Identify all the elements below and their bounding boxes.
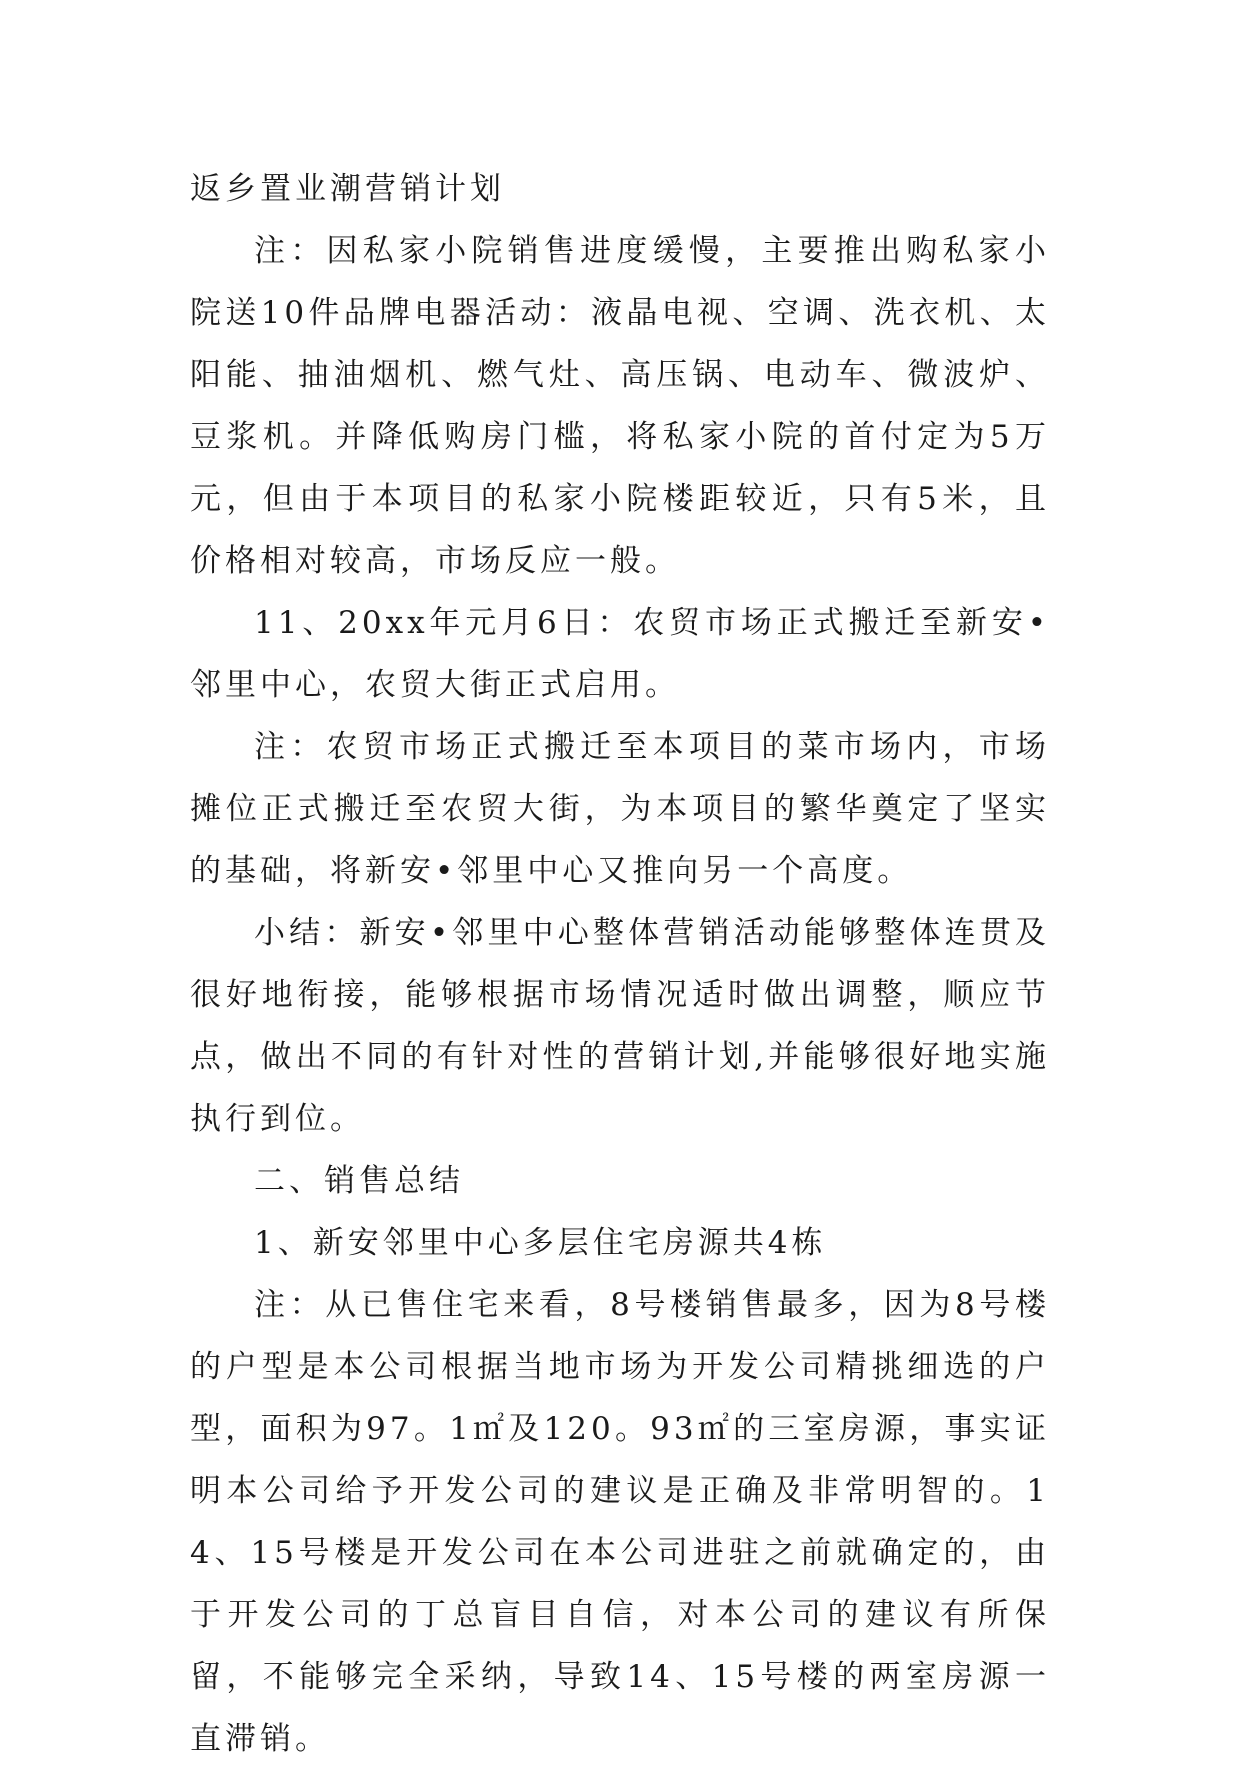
paragraph-courtyard-note: 注：因私家小院销售进度缓慢，主要推出购私家小院送10件品牌电器活动：液晶电视、空调、洗衣机、太阳能、抽油烟机、燃气灶、高压锅、电动车、微波炉、豆浆机。并降低购房门槛，将私家小院的首付定为5万元，但由于本项目的私家小院楼距较近，只有5米，且价格相对较高，市场反应一般。 — [190, 233, 1050, 579]
paragraph-relocation-note: 注：农贸市场正式搬迁至本项目的菜市场内，市场摊位正式搬迁至农贸大街，为本项目的繁华奠定了坚实的基础，将新安•邻里中心又推向另一个高度。 — [190, 729, 1050, 889]
paragraph-housing-buildings: 1、新安邻里中心多层住宅房源共4栋 — [254, 1225, 827, 1261]
document-body — [190, 158, 1050, 1770]
paragraph-sales-note: 注：从已售住宅来看，8号楼销售最多，因为8号楼的户型是本公司根据当地市场为开发公司精挑细选的户型，面积为97。1㎡及120。93㎡的三室房源，事实证明本公司给予开发公司的建议是正确及非常明智的。14、15号楼是开发公司在本公司进驻之前就确定的，由于开发公司的丁总盲目自信，对本公司的建议有所保留，不能够完全采纳，导致14、15号楼的两室房源一直滞销。 — [190, 1287, 1050, 1757]
paragraph-marketing-plan-heading: 返乡置业潮营销计划 — [190, 171, 505, 207]
paragraph-market-relocation: 11、20xx年元月6日：农贸市场正式搬迁至新安•邻里中心，农贸大街正式启用。 — [190, 605, 1050, 703]
section-heading-sales-summary: 二、销售总结 — [254, 1163, 464, 1199]
paragraph-summary: 小结：新安•邻里中心整体营销活动能够整体连贯及很好地衔接，能够根据市场情况适时做出调整，顺应节点，做出不同的有针对性的营销计划,并能够很好地实施执行到位。 — [190, 915, 1050, 1137]
